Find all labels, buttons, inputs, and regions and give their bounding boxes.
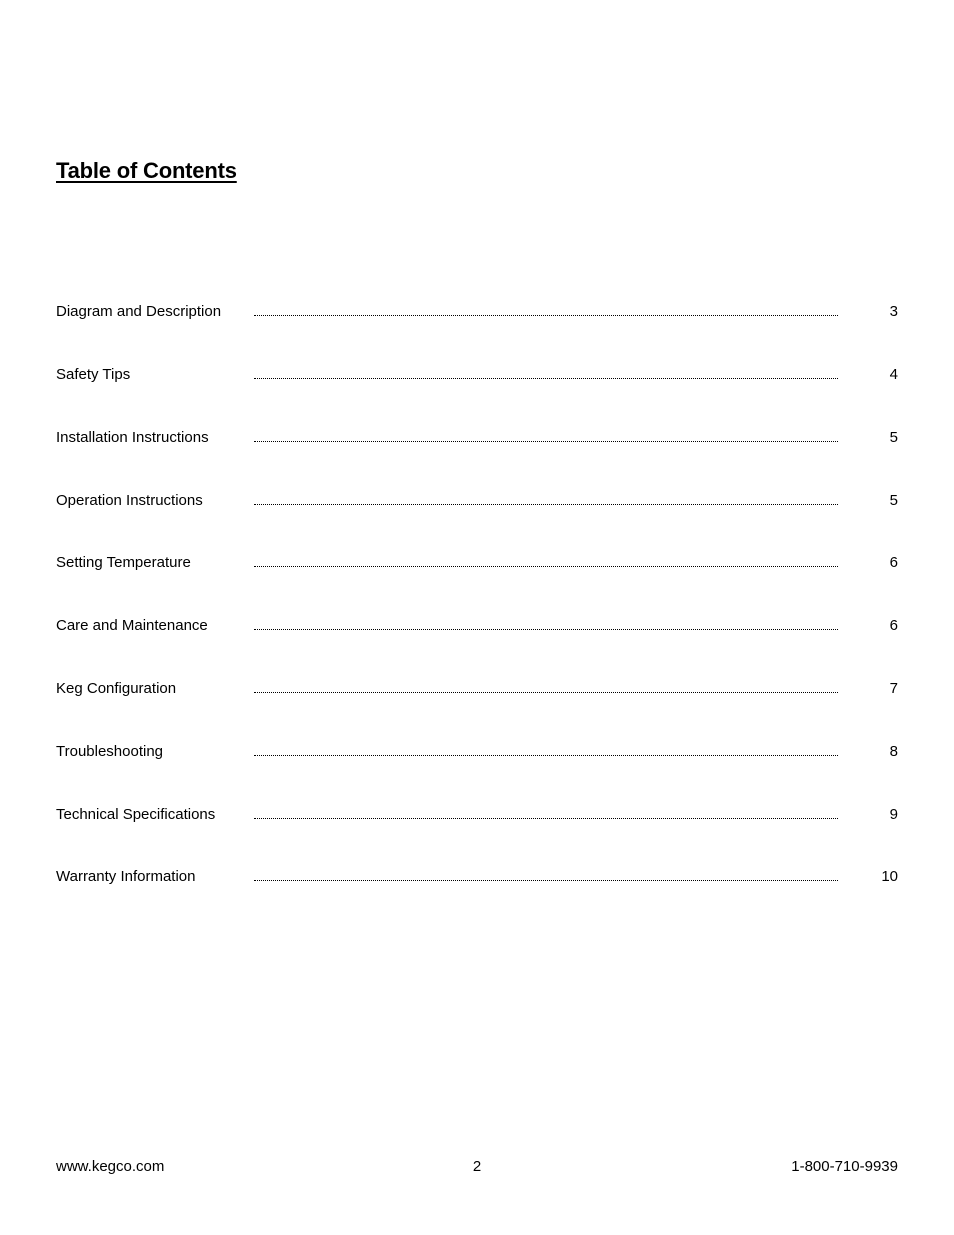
toc-page-number: 9: [889, 806, 898, 823]
toc-page-number: 6: [889, 617, 898, 634]
toc-dot-leader: [254, 880, 838, 881]
toc-entry-diagram-and-description[interactable]: [0, 300, 954, 324]
toc-page-number: 3: [889, 303, 898, 320]
footer-page-number: 2: [472, 1158, 482, 1175]
toc-entry-label: Safety Tips: [56, 366, 131, 383]
toc-entry-label: Technical Specifications: [56, 806, 216, 823]
toc-page-number: 8: [889, 743, 898, 760]
footer-website[interactable]: www.kegco.com: [56, 1158, 165, 1175]
toc-entry-safety-tips[interactable]: [0, 363, 954, 387]
toc-dot-leader: [254, 441, 838, 442]
toc-page-number: 10: [881, 868, 898, 885]
toc-entry-label: Installation Instructions: [56, 429, 209, 446]
toc-entry-label: Diagram and Description: [56, 303, 222, 320]
toc-entry-troubleshooting[interactable]: [0, 740, 954, 764]
toc-entry-label: Setting Temperature: [56, 554, 191, 571]
toc-page-number: 5: [889, 429, 898, 446]
toc-entry-label: Keg Configuration: [56, 680, 177, 697]
toc-entry-label: Operation Instructions: [56, 492, 203, 509]
toc-entry-label: Warranty Information: [56, 868, 196, 885]
toc-dot-leader: [254, 566, 838, 567]
toc-dot-leader: [254, 504, 838, 505]
toc-entry-installation-instructions[interactable]: [0, 426, 954, 450]
toc-dot-leader: [254, 755, 838, 756]
toc-dot-leader: [254, 315, 838, 316]
toc-dot-leader: [254, 692, 838, 693]
toc-entry-keg-configuration[interactable]: [0, 677, 954, 701]
page-title: Table of Contents: [56, 158, 237, 183]
toc-page-number: 4: [889, 366, 898, 383]
toc-page-number: 7: [889, 680, 898, 697]
toc-dot-leader: [254, 629, 838, 630]
toc-page-number: 6: [889, 554, 898, 571]
toc-dot-leader: [254, 378, 838, 379]
toc-entry-setting-temperature[interactable]: [0, 551, 954, 575]
toc-dot-leader: [254, 818, 838, 819]
toc-entry-operation-instructions[interactable]: [0, 489, 954, 513]
toc-entry-label: Troubleshooting: [56, 743, 164, 760]
footer-phone: 1-800-710-9939: [791, 1158, 898, 1175]
toc-page-number: 5: [889, 492, 898, 509]
toc-entry-warranty-information[interactable]: [0, 865, 954, 889]
toc-entry-label: Care and Maintenance: [56, 617, 208, 634]
toc-entry-care-and-maintenance[interactable]: [0, 614, 954, 638]
toc-entry-technical-specifications[interactable]: [0, 803, 954, 827]
